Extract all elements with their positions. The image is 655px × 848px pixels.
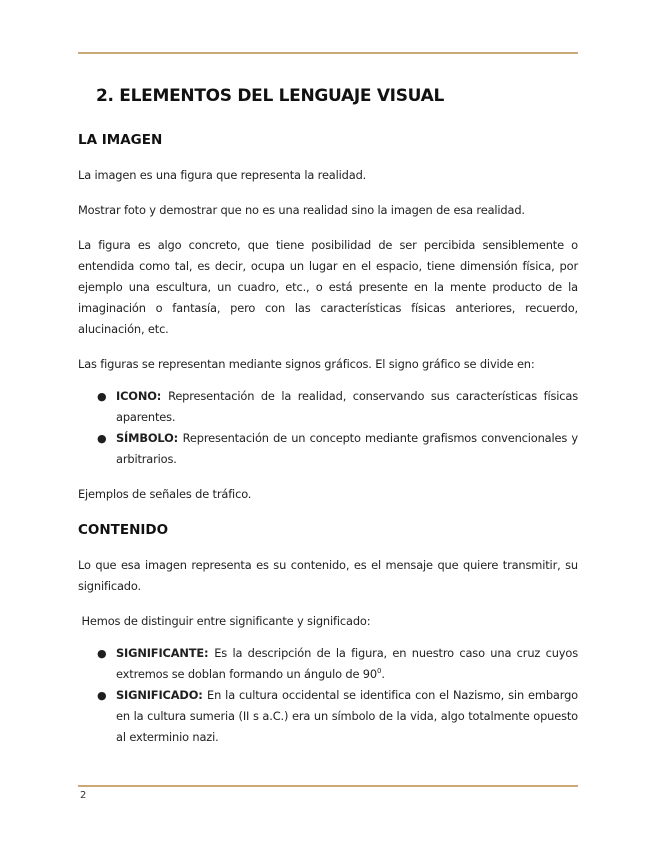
term-significado: SIGNIFICADO:	[116, 688, 208, 702]
list-item	[78, 643, 578, 685]
paragraph-signos-graficos: Las figuras se representan mediante signos gráficos. El signo gráfico se divide en:	[78, 357, 535, 371]
term-significante: SIGNIFICANTE:	[116, 646, 215, 660]
term-simbolo: SÍMBOLO:	[116, 431, 183, 445]
definition-simbolo: Representación de un concepto mediante grafismos convencionales y arbitrarios.	[116, 431, 578, 466]
term-icono: ICONO:	[116, 389, 169, 403]
bullet-icon: ●	[97, 647, 107, 660]
list-item	[78, 685, 578, 748]
paragraph-figura-concreta: La figura es algo concreto, que tiene posibilidad de ser percibida sensiblemente o entendida como tal, es decir, ocupa un lugar en el espacio, tiene dimensión física, por ejemplo una escultura, un cuadro, etc., o está presente en la mente producto de la imaginación o fantasía, pero con las características físicas anteriores, recuerdo, alucinación, etc.	[78, 238, 578, 336]
list-item	[78, 386, 578, 428]
paragraph-mostrar-foto: Mostrar foto y demostrar que no es una realidad sino la imagen de esa realidad.	[78, 203, 525, 217]
paragraph-imagen-definition: La imagen es una figura que representa la realidad.	[78, 168, 367, 182]
footer-divider	[78, 785, 578, 787]
page-body	[78, 86, 578, 748]
definition-significante: Es la descripción de la figura, en nuestro caso una cruz cuyos extremos se doblan formando un ángulo de 90	[116, 646, 578, 681]
degree-superscript: 0	[377, 667, 382, 676]
bullet-icon: ●	[97, 390, 107, 403]
list-item	[78, 428, 578, 470]
definition-significado: En la cultura occidental se identifica con el Nazismo, sin embargo en la cultura sumeria (II s a.C.) era un símbolo de la vida, algo totalmente opuesto al exterminio nazi.	[116, 688, 578, 744]
section-title: 2. ELEMENTOS DEL LENGUAJE VISUAL	[96, 86, 445, 106]
paragraph-contenido-definition: Lo que esa imagen representa es su contenido, es el mensaje que quiere transmitir, su significado.	[78, 558, 578, 593]
paragraph-distinguir: Hemos de distinguir entre significante y significado:	[78, 614, 371, 628]
bullet-icon: ●	[97, 689, 107, 702]
definition-icono: Representación de la realidad, conservando sus características físicas aparentes.	[116, 389, 578, 424]
bullet-icon: ●	[97, 432, 107, 445]
definition-significante-suffix: .	[381, 667, 385, 681]
paragraph-senales-trafico: Ejemplos de señales de tráfico.	[78, 487, 252, 501]
significance-list	[78, 643, 578, 748]
heading-contenido: CONTENIDO	[78, 522, 169, 538]
page-number: 2	[80, 790, 87, 801]
sign-types-list	[78, 386, 578, 470]
heading-la-imagen: LA IMAGEN	[78, 132, 163, 148]
header-divider	[78, 52, 578, 54]
